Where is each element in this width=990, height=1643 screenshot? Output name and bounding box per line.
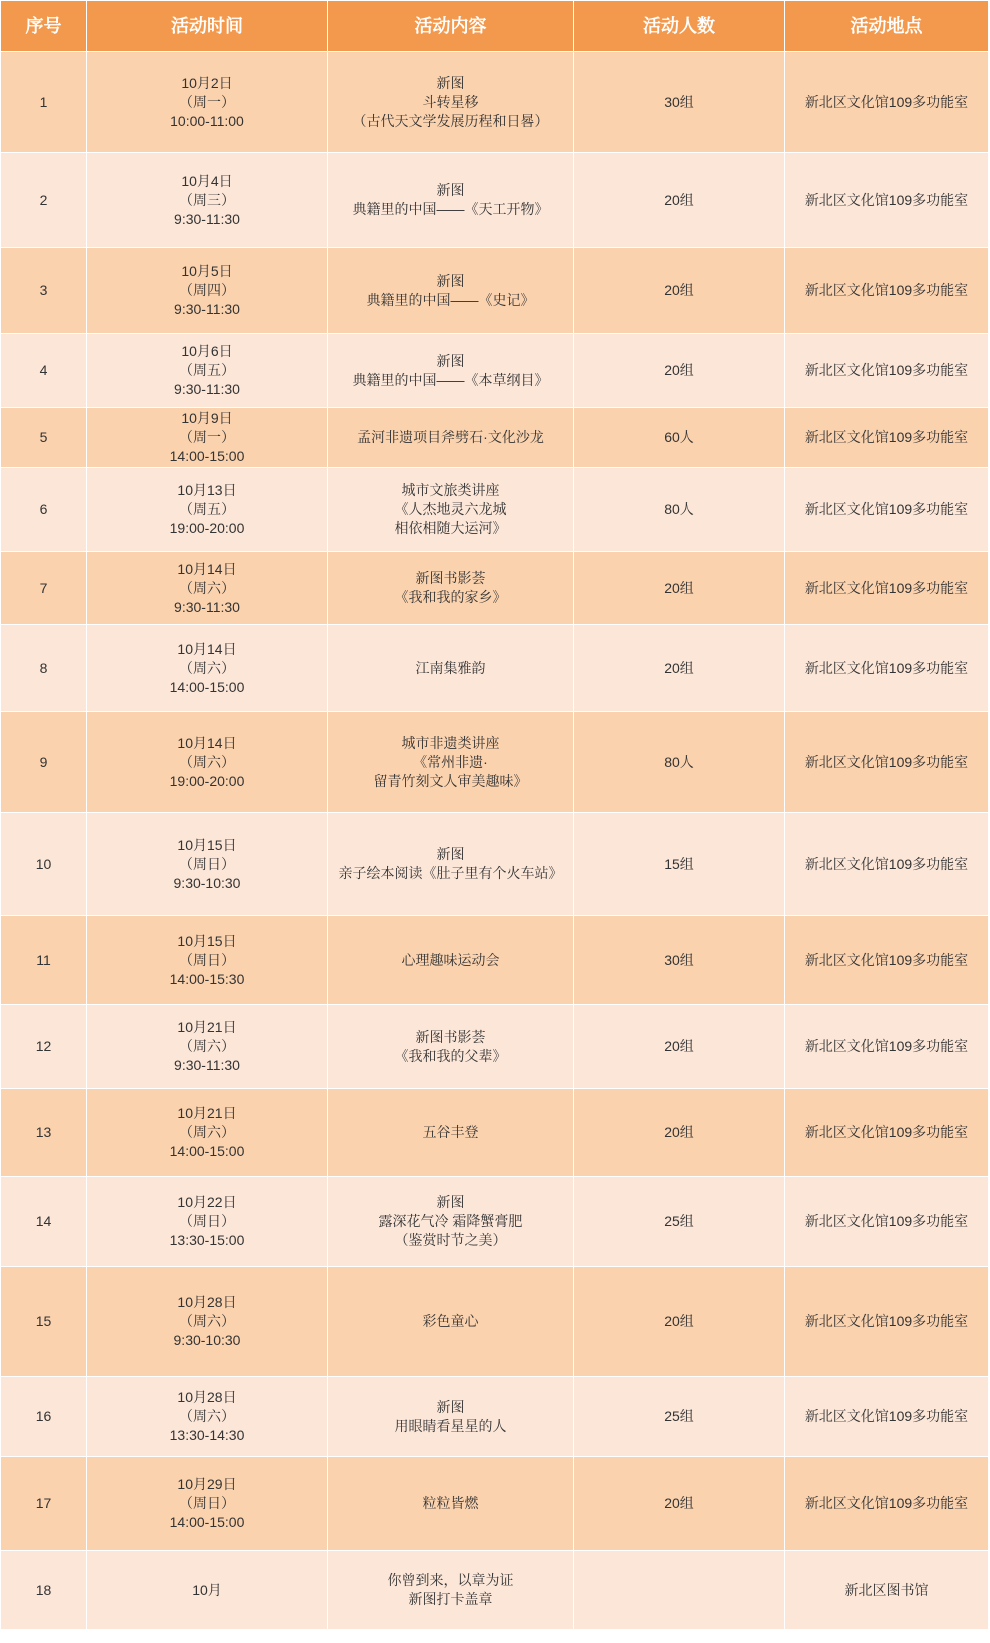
table-row [1,153,989,248]
cell-content: 新图 露深花气冷 霜降蟹膏肥 （鉴赏时节之美） [328,1177,574,1267]
cell-seq: 7 [1,552,87,625]
cell-time: 10月4日 （周三） 9:30-11:30 [87,153,328,248]
cell-content: 新图 典籍里的中国——《史记》 [328,248,574,334]
cell-seq: 15 [1,1267,87,1377]
cell-time: 10月14日 （周六） 14:00-15:00 [87,625,328,712]
cell-people: 20组 [574,1089,785,1177]
cell-place: 新北区图书馆 [785,1551,989,1630]
cell-time: 10月21日 （周六） 9:30-11:30 [87,1005,328,1089]
cell-people: 25组 [574,1177,785,1267]
cell-place: 新北区文化馆109多功能室 [785,813,989,916]
cell-place: 新北区文化馆109多功能室 [785,1005,989,1089]
cell-people: 80人 [574,468,785,552]
cell-time: 10月5日 （周四） 9:30-11:30 [87,248,328,334]
cell-content: 新图书影荟 《我和我的家乡》 [328,552,574,625]
cell-place: 新北区文化馆109多功能室 [785,712,989,813]
cell-seq: 11 [1,916,87,1005]
cell-seq: 8 [1,625,87,712]
cell-seq: 18 [1,1551,87,1630]
table-row [1,408,989,468]
cell-content: 新图 用眼睛看星星的人 [328,1377,574,1457]
cell-time: 10月6日 （周五） 9:30-11:30 [87,334,328,408]
cell-place: 新北区文化馆109多功能室 [785,1177,989,1267]
cell-people: 20组 [574,334,785,408]
header-place: 活动地点 [785,1,989,52]
cell-seq: 2 [1,153,87,248]
cell-content: 彩色童心 [328,1267,574,1377]
table-row [1,1551,989,1630]
cell-time: 10月15日 （周日） 14:00-15:30 [87,916,328,1005]
header-seq: 序号 [1,1,87,52]
cell-time: 10月22日 （周日） 13:30-15:00 [87,1177,328,1267]
cell-time: 10月21日 （周六） 14:00-15:00 [87,1089,328,1177]
cell-seq: 16 [1,1377,87,1457]
header-content: 活动内容 [328,1,574,52]
cell-seq: 9 [1,712,87,813]
table-row [1,1089,989,1177]
cell-time: 10月2日 （周一） 10:00-11:00 [87,52,328,153]
table-header-row [1,1,989,52]
cell-people: 20组 [574,1005,785,1089]
cell-place: 新北区文化馆109多功能室 [785,916,989,1005]
cell-content: 城市非遗类讲座 《常州非遗· 留青竹刻文人审美趣味》 [328,712,574,813]
cell-content: 新图 斗转星移 （古代天文学发展历程和日晷） [328,52,574,153]
cell-content: 你曾到来，以章为证 新图打卡盖章 [328,1551,574,1630]
cell-place: 新北区文化馆109多功能室 [785,1377,989,1457]
cell-place: 新北区文化馆109多功能室 [785,248,989,334]
cell-place: 新北区文化馆109多功能室 [785,1089,989,1177]
cell-people: 30组 [574,916,785,1005]
cell-people: 20组 [574,1457,785,1551]
cell-seq: 5 [1,408,87,468]
cell-seq: 17 [1,1457,87,1551]
cell-time: 10月28日 （周六） 13:30-14:30 [87,1377,328,1457]
cell-people: 25组 [574,1377,785,1457]
cell-place: 新北区文化馆109多功能室 [785,408,989,468]
table-row [1,334,989,408]
cell-people: 20组 [574,625,785,712]
cell-place: 新北区文化馆109多功能室 [785,52,989,153]
table-row [1,1377,989,1457]
cell-time: 10月9日 （周一） 14:00-15:00 [87,408,328,468]
table-row [1,712,989,813]
cell-content: 孟河非遗项目斧劈石·文化沙龙 [328,408,574,468]
cell-time: 10月28日 （周六） 9:30-10:30 [87,1267,328,1377]
cell-people [574,1551,785,1630]
cell-time: 10月14日 （周六） 9:30-11:30 [87,552,328,625]
cell-place: 新北区文化馆109多功能室 [785,1457,989,1551]
table-row [1,248,989,334]
header-people: 活动人数 [574,1,785,52]
cell-time: 10月29日 （周日） 14:00-15:00 [87,1457,328,1551]
cell-place: 新北区文化馆109多功能室 [785,334,989,408]
cell-content: 心理趣味运动会 [328,916,574,1005]
cell-place: 新北区文化馆109多功能室 [785,1267,989,1377]
table-row [1,1005,989,1089]
table-row [1,916,989,1005]
cell-content: 新图 典籍里的中国——《天工开物》 [328,153,574,248]
header-time: 活动时间 [87,1,328,52]
cell-seq: 14 [1,1177,87,1267]
cell-content: 新图书影荟 《我和我的父辈》 [328,1005,574,1089]
cell-content: 新图 典籍里的中国——《本草纲目》 [328,334,574,408]
cell-time: 10月14日 （周六） 19:00-20:00 [87,712,328,813]
cell-seq: 10 [1,813,87,916]
cell-people: 20组 [574,552,785,625]
cell-seq: 13 [1,1089,87,1177]
cell-content: 五谷丰登 [328,1089,574,1177]
cell-place: 新北区文化馆109多功能室 [785,468,989,552]
cell-people: 20组 [574,1267,785,1377]
table-row [1,813,989,916]
cell-people: 80人 [574,712,785,813]
cell-people: 15组 [574,813,785,916]
table-row [1,1457,989,1551]
cell-time: 10月 [87,1551,328,1630]
cell-seq: 4 [1,334,87,408]
cell-seq: 1 [1,52,87,153]
cell-place: 新北区文化馆109多功能室 [785,552,989,625]
table-row [1,625,989,712]
cell-place: 新北区文化馆109多功能室 [785,625,989,712]
cell-people: 20组 [574,248,785,334]
cell-time: 10月13日 （周五） 19:00-20:00 [87,468,328,552]
table-body [1,52,989,1630]
table-row [1,1177,989,1267]
cell-content: 新图 亲子绘本阅读《肚子里有个火车站》 [328,813,574,916]
table-row [1,552,989,625]
table-row [1,52,989,153]
cell-people: 60人 [574,408,785,468]
cell-seq: 6 [1,468,87,552]
cell-content: 粒粒皆燃 [328,1457,574,1551]
cell-place: 新北区文化馆109多功能室 [785,153,989,248]
cell-seq: 12 [1,1005,87,1089]
cell-content: 城市文旅类讲座 《人杰地灵六龙城 相依相随大运河》 [328,468,574,552]
cell-content: 江南集雅韵 [328,625,574,712]
cell-seq: 3 [1,248,87,334]
cell-time: 10月15日 （周日） 9:30-10:30 [87,813,328,916]
table-row [1,1267,989,1377]
cell-people: 20组 [574,153,785,248]
table-row [1,468,989,552]
cell-people: 30组 [574,52,785,153]
